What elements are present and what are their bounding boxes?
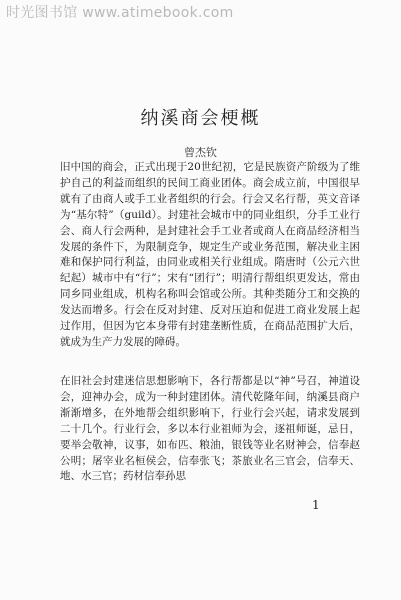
page-number: 1 (312, 498, 320, 512)
corner-mark (371, 0, 393, 10)
site-watermark: 时光图书馆 www.atimebook.com (6, 5, 234, 21)
document-title: 纳溪商会梗概 (140, 108, 261, 129)
body-paragraph-1: 旧中国的商会，正式出现于20世纪初，它是民族资产阶级为了维护自己的利益而组织的民间工商业团体。商会成立前，中国很早就有了由商人或手工业者组织的行会。行会又名行帮，英文音译为“基尔特”（guild）。封建社会城市中的同业组织，分手工业行会、商人行会两种，是封建社会手工业者或商人在商品经济相当发展的条件下，为限制竞争，规定生产或业务范围，解决业主困难和保护同行利益，由同业或相关行业组成。隋唐时（公元六世纪起）城市中有“行”；宋有“团行”；明清行帮组织更发达，常由同乡同业组成，机构名称叫会馆或公所。其种类随分工和交换的发达而增多。行会在反对封建、反对压迫和促进工商业发展上起过作用，但因为它本身带有封建垄断性质，在商品范围扩大后，就成为生产力发展的障碍。 (60, 161, 360, 348)
body-paragraph-2: 在旧社会封建迷信思想影响下，各行帮都是以“神”号召，神道设会，迎神办会，成为一种封建团体。清代乾隆年间，纳溪县商户渐渐增多，在外地帮会组织影响下，行业行会兴起，请求发展到二十几个。行业行会，多以本行业祖师为会，逐祖师诞，忌日，要举会敬神，议事，如布匹、粮油，银钱等业名财神会，信奉赵公明；屠宰业名桓侯会，信奉张飞；茶旅业名三官会，信奉天、地、水三官；药材信奉孙思 (60, 375, 360, 483)
document-author: 曾杰钦 (184, 146, 217, 159)
